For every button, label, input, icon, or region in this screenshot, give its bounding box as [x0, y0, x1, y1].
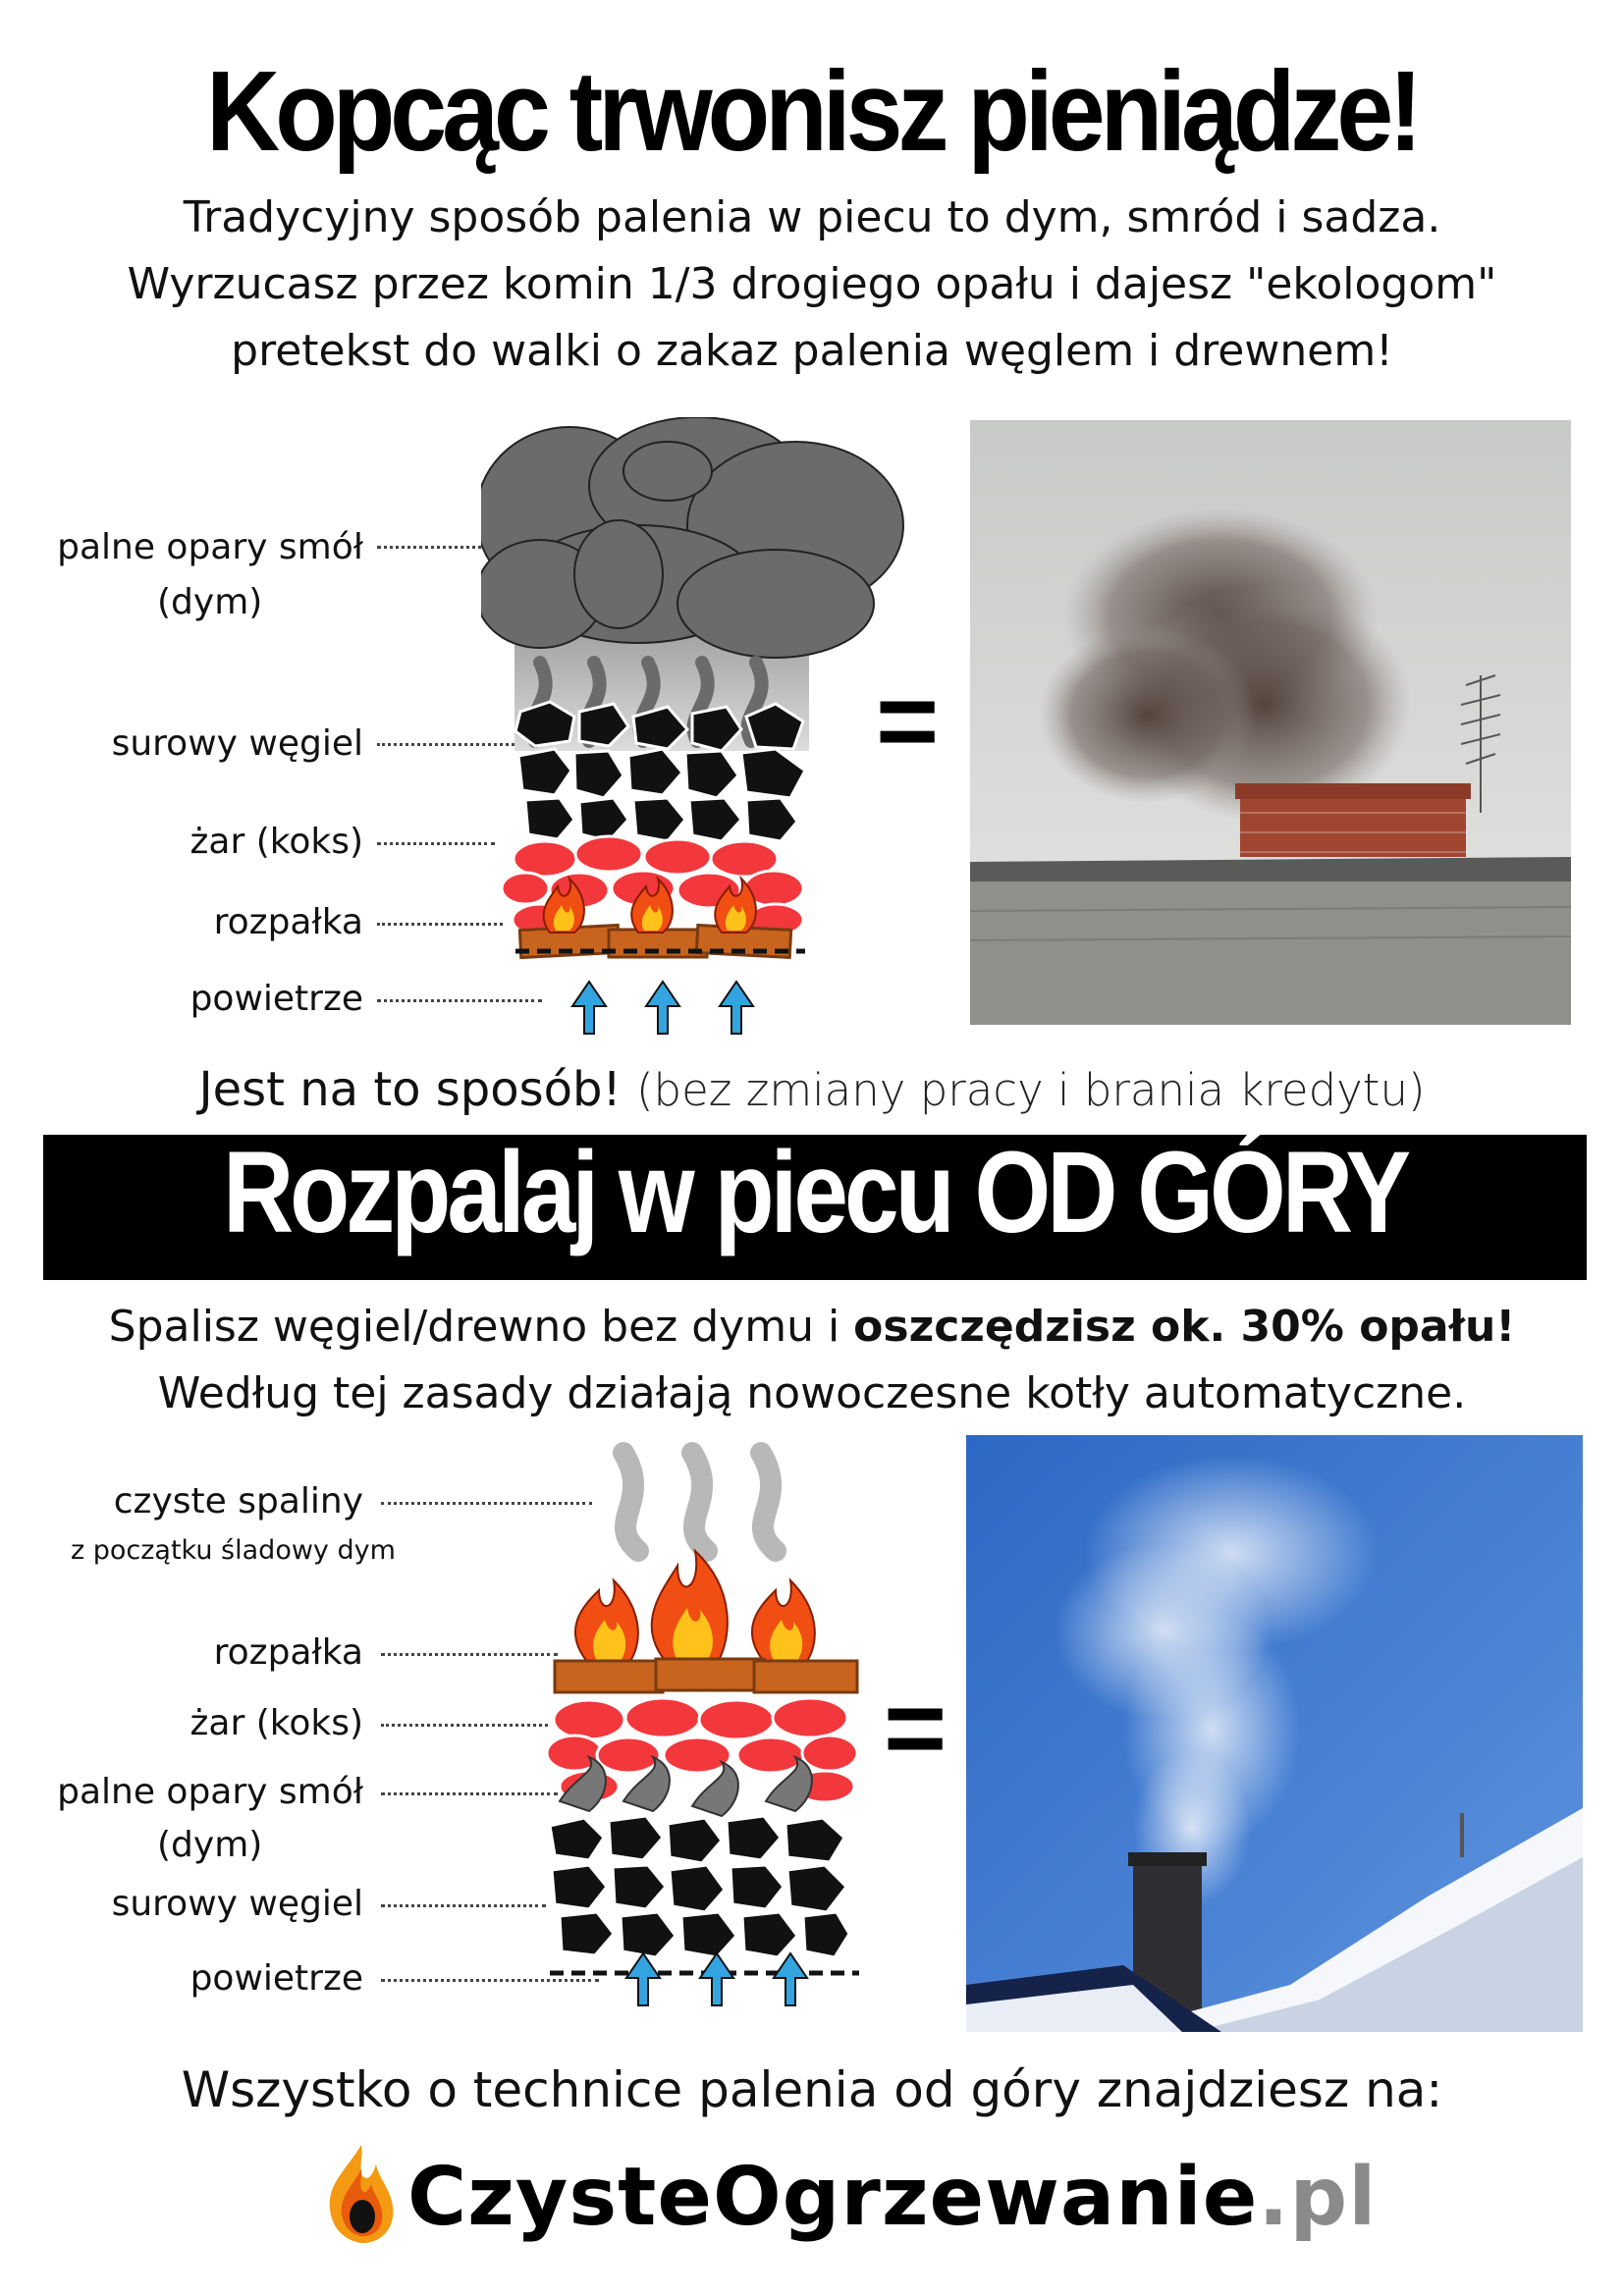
- label-smoke: palne opary smół: [57, 527, 363, 567]
- intro-line: pretekst do walki o zakaz palenia węglem i drewnem!: [231, 326, 1393, 376]
- solution-line: [0, 1062, 1624, 1117]
- site-logo[interactable]: [407, 2151, 1378, 2244]
- traditional-burning-diagram: [481, 417, 913, 1036]
- intro-line: Tradycyjny sposób palenia w piecu to dym, smród i sadza.: [183, 192, 1441, 242]
- top-down-burning-diagram: [530, 1433, 884, 2012]
- air-arrows: [619, 1949, 815, 2007]
- page-title: Kopcąc trwonisz pieniądze!: [206, 48, 1418, 176]
- banner-title: Rozpalaj w piecu OD GÓRY: [222, 1127, 1408, 1258]
- label-coal: surowy węgiel: [111, 1884, 363, 1924]
- label-clean-exhaust-sub: z początku śladowy dym: [71, 1535, 396, 1566]
- logo-name: CzysteOgrzewanie: [407, 2151, 1259, 2244]
- air-arrows: [572, 982, 753, 1034]
- label-air: powietrze: [189, 1958, 363, 1999]
- label-smoke-sub: (dym): [157, 582, 263, 622]
- label-smoke-sub: (dym): [157, 1825, 263, 1865]
- benefit-text: Spalisz węgiel/drewno bez dymu i: [108, 1302, 854, 1352]
- coal-layer: [515, 702, 805, 841]
- solution-main: Jest na to sposób!: [198, 1062, 622, 1117]
- solution-note: (bez zmiany pracy i brania kredytu): [635, 1064, 1426, 1116]
- label-kindling: rozpałka: [213, 902, 363, 942]
- logo-tld: .pl: [1258, 2151, 1378, 2244]
- label-kindling: rozpałka: [213, 1632, 363, 1673]
- leader-line: [377, 842, 495, 845]
- equals-sign: =: [884, 1668, 947, 1789]
- flame-icon: [322, 2140, 401, 2248]
- leader-line: [381, 1724, 548, 1727]
- smoke-cloud: [481, 417, 903, 658]
- label-smoke: palne opary smół: [57, 1772, 363, 1812]
- dark-smoke-photo: [970, 420, 1571, 1025]
- label-clean-exhaust: czyste spaliny: [113, 1481, 363, 1522]
- label-air: powietrze: [189, 979, 363, 1019]
- clean-exhaust-photo: [966, 1435, 1583, 2032]
- leader-line: [381, 1904, 546, 1907]
- intro-line: Wyrzucasz przez komin 1/3 drogiego opału i dajesz "ekologom": [127, 259, 1497, 309]
- footer-text: Wszystko o technice palenia od góry znajdziesz na:: [181, 2061, 1443, 2118]
- benefit-line: Według tej zasady działają nowoczesne kotły automatyczne.: [157, 1368, 1467, 1418]
- equals-sign: =: [876, 661, 940, 781]
- benefit-paragraph: [0, 1294, 1624, 1427]
- label-ember: żar (koks): [189, 1703, 363, 1743]
- benefit-highlight: oszczędzisz ok. 30% opału!: [853, 1302, 1516, 1352]
- label-ember: żar (koks): [189, 822, 363, 862]
- benefit-line: [0, 1294, 1624, 1361]
- clean-exhaust-wisps: [623, 1453, 776, 1551]
- kindling-layer: [555, 1659, 857, 1692]
- intro-paragraph: [0, 185, 1624, 385]
- label-coal: surowy węgiel: [111, 723, 363, 764]
- coal-layer: [550, 1816, 849, 1957]
- wall: [970, 881, 1571, 1025]
